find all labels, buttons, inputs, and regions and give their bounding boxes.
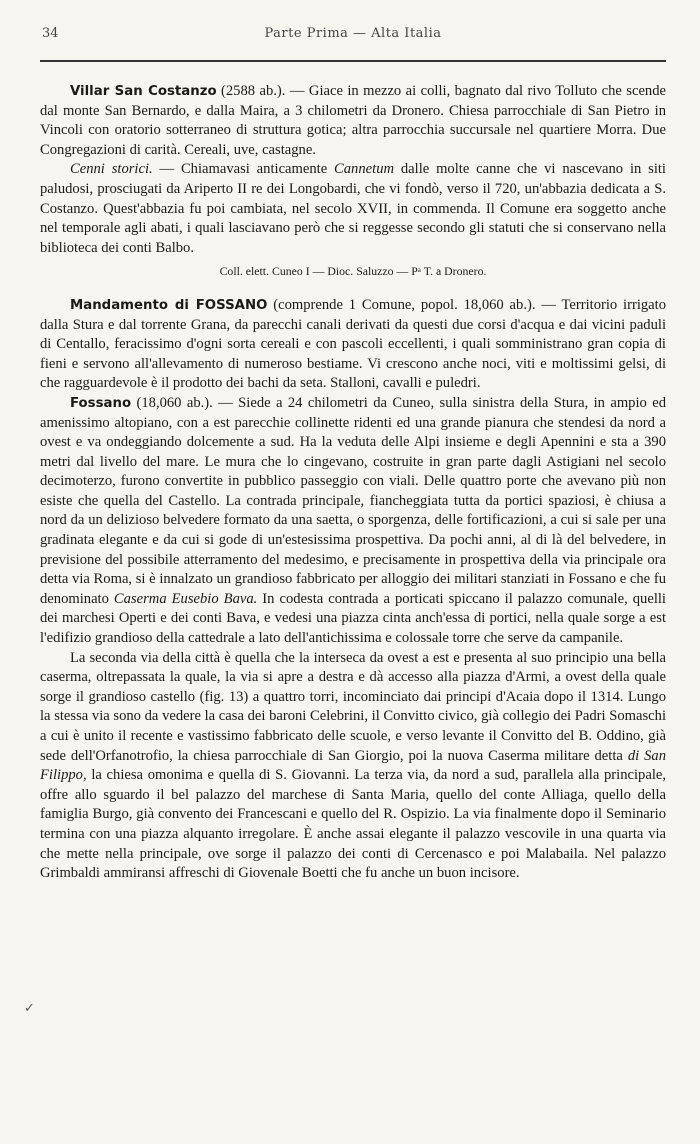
header-rule [40, 60, 666, 62]
paragraph-text: la chiesa omonima e quella di S. Giovanni. La terza via, da nord a sud, parallela alla principale, offre allo sguardo il bel palazzo del marchese di Santa Maria, quello del conte Alliaga, quello della famiglia Burgo, già convento dei Francescani e quello del R. Ospizio. La via finalmente dopo il Seminario termina con una piazza alquanto irregolare. È anche assai elegante il palazzo vescovile in una quarta via che mette nella principale, ove sorge il palazzo dei conti di Cercenasco e poi Malabaila. Nel palazzo Grimbaldi ammiransi affreschi di Giovenale Boetti che fu anche un buon incisore. [40, 767, 666, 882]
paragraph-seconda-via [40, 649, 666, 884]
paragraph-text: dalle molte canne che vi nascevano in siti paludosi, prosciugati da Ariperto II re dei Longobardi, che vi fondò, verso il 720, un'abbazia dedicata a S. Costanzo. Quest'abbazia fu poi cambiata, nel secolo XVII, in commenda. Il Comune era soggetto anche nel temporale agli abati, i quali lasciavano però che si reggesse secondo gli statuti che si conservano nella biblioteca dei conti Balbo. [40, 161, 666, 256]
paragraph-mandamento [40, 296, 666, 394]
page-number: 34 [42, 26, 59, 41]
paragraph-text: (18,060 ab.). — Siede a 24 chilometri da Cuneo, sulla sinistra della Stura, in ampio ed amenissimo altopiano, con a est parecchie collinette ridenti ed una grande pianura che stendesi da nord a ovest e va ondeggiando dolcemente a sud. Ha la veduta delle Alpi insieme e degli Apennini e sta a 390 metri dal livello del mare. Le mura che lo cingevano, costruite in gran parte dagli Astigiani nel secolo decimoterzo, furono convertite in pubblico passeggio con viali. Delle quattro porte che avevano più non esiste che quella del Castello. La contrada principale, fiancheggiata tutta da portici spaziosi, è chiusa a nord da un delizioso belvedere formato da una saetta, o sporgenza, delle fortificazioni, a cui si sale per una gradinata elegante e da cui si gode di un'estesissima prospettiva. Da pochi anni, al di là del belvedere, in previsione del possibile atterramento del medesimo, e precisamente in prospettiva della via principale ora detta via Roma, si è innalzato un grandioso fabbricato per alloggio dei militari stanziati in Fossano e che fu denominato [40, 394, 666, 607]
entry-heading-fossano: Fossano [70, 395, 132, 411]
paragraph-text: La seconda via della città è quella che la interseca da ovest a est e presenta al suo principio una bella caserma, oltrepassata la quale, la via si apre a destra e dà accesso alla piazza d'Armi, a ovest della quale sorge il grandioso castello (fig. 13) a quattro torri, incominciato dai principi d'Acaia dopo il 1314. Lungo la stessa via sono da vedere la casa dei baroni Celebrini, il Convitto civico, già collegio dei Padri Somaschi a cui è unito il recente e vastissimo fabbricato delle scuole, e verso levante il Convitto del B. Oddino, già sede dell'Orfanotrofio, la chiesa parrocchiale di San Giorgio, poi la nuova Caserma militare detta [40, 649, 666, 764]
entry-heading-mandamento: Mandamento di FOSSANO [70, 297, 268, 313]
caserma-san-filippo: di San Filippo, [40, 747, 666, 784]
paragraph-villar [40, 82, 666, 160]
paragraph-text: — Chiamavasi anticamente [152, 161, 335, 178]
latin-name: Cannetum [334, 161, 395, 178]
page-header [40, 22, 666, 44]
entry-heading-villar: Villar San Costanzo [70, 84, 217, 99]
page-body [40, 82, 666, 884]
paragraph-fossano [40, 394, 666, 649]
paragraph-text: (2588 ab.). — Giace in mezzo ai colli, bagnato dal rivo Tolluto che scende dal monte San Bernardo, e dalla Maira, a 3 chilometri da Dronero. Chiesa parrocchiale di San Pietro in Vincoli con oratorio sotterraneo di struttura gotica; altra parrocchia succursale nel quartiere Morra. Due Congregazioni di carità. Cereali, uve, castagne. [40, 83, 667, 158]
margin-mark: ✓ [24, 1001, 35, 1016]
paragraph-cenni-storici [40, 160, 666, 258]
caserma-name: Caserma Eusebio Bava. [113, 590, 258, 607]
footnote-line: Coll. elett. Cuneo I — Dioc. Saluzzo — Pᵃ T. a Dronero. [219, 264, 487, 279]
running-title: Parte Prima — Alta Italia [264, 26, 442, 41]
paragraph-text: (comprende 1 Comune, popol. 18,060 ab.). — Territorio irrigato dalla Stura e dal torrente Grana, da parecchi canali derivati da questi due corsi d'acqua e dai vicini paduli di Centallo, feracissimo d'ogni sorta cereali e con pascoli eccellenti, i quali somministrano gran copia di fieni e servono all'allevamento di numeroso bestiame. Vi crescono anche noci, viti e moltissimi gelsi, di che ragguardevole è il prodotto dei bachi da seta. Stalloni, cavalli e puledri. [40, 296, 667, 392]
paragraph-text: In codesta contrada a porticati spiccano il palazzo comunale, quelli dei marchesi Operti e dei conti Bava, e vedesi una piazza cinta anch'essa di portici, nella quale sorge a est l'edifizio grandioso della cattedrale a lato dell'antichissima e colossale torre che serve da campanile. [40, 590, 666, 647]
section-label-cenni-storici: Cenni storici. [70, 161, 153, 178]
